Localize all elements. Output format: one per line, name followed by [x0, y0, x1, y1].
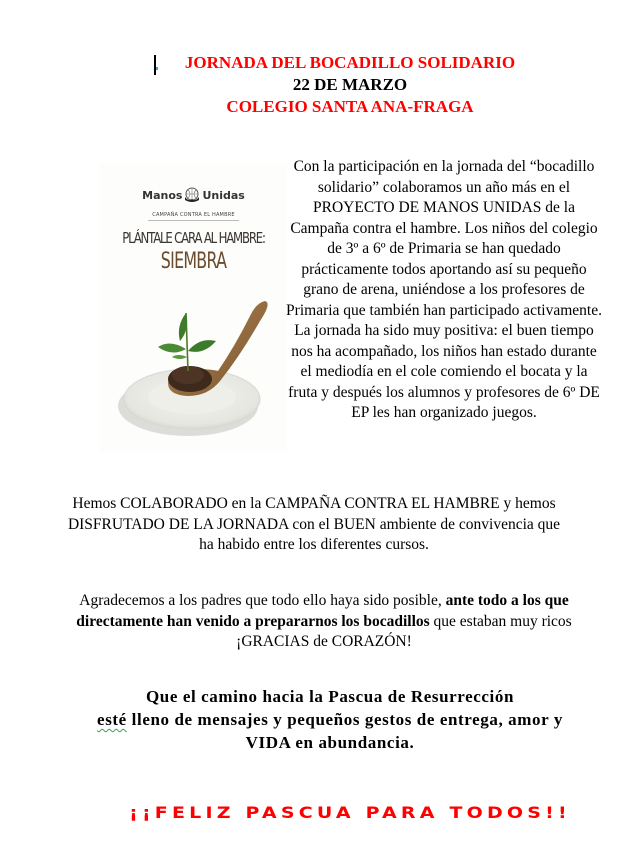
- thanks-text-bold: ante todo a los que directamente han venido a prepararnos los bocadillos: [76, 592, 569, 630]
- plant-spoon-plate-illustration: [100, 291, 287, 451]
- leaf: [179, 313, 187, 341]
- leaf: [172, 355, 187, 359]
- collaboration-paragraph: Hemos COLABORADO en la CAMPAÑA CONTRA EL HAMBRE y hemos DISFRUTADO DE LA JORNADA con el BUEN ambiente de convivencia que ha habido entre los diferentes cursos.: [67, 495, 561, 553]
- globe-hands-icon: [184, 187, 200, 203]
- school-name: COLEGIO SANTA ANA-FRAGA: [226, 97, 474, 116]
- thanks-paragraph: [64, 591, 584, 653]
- event-date: 22 DE MARZO: [292, 75, 408, 94]
- easter-greeting: ¡¡FELIZ PASCUA PARA TODOS!!: [129, 803, 571, 823]
- poster-highlight: SIEMBRA: [160, 249, 227, 274]
- closing-line-3: VIDA en abundancia.: [245, 733, 415, 752]
- spellcheck-flagged-word[interactable]: esté: [97, 710, 127, 729]
- closing-message: [70, 685, 590, 754]
- logo-text-left: Manos: [142, 188, 183, 202]
- thanks-text-after: que estaban muy ricos ¡GRACIAS de CORAZÓN!: [236, 612, 572, 650]
- document-header: [140, 52, 560, 118]
- closing-line-2-rest: lleno de mensajes y pequeños gestos de entrega, amor y: [126, 710, 563, 729]
- closing-line-1: Que el camino hacia la Pascua de Resurrección: [145, 687, 515, 706]
- thanks-text-before: Agradecemos a los padres que todo ello haya sido posible,: [79, 592, 446, 609]
- event-title: JORNADA DEL BOCADILLO SOLIDARIO: [184, 53, 516, 72]
- leaf: [188, 340, 216, 352]
- leaf: [158, 343, 186, 352]
- manos-unidas-logo: [100, 187, 287, 221]
- logo-text-right: Unidas: [202, 188, 245, 202]
- closing-line-2: [70, 708, 590, 731]
- poster-headline: PLÁNTALE CARA AL HAMBRE:: [122, 229, 265, 247]
- intro-text-2: La jornada ha sido muy positiva: el buen tiempo nos ha acompañado, los niños han estado durante el mediodía en el cole comiendo el bocata y la fruta y después los alumnos y profesores de 6º DE EP les han organizado juegos.: [288, 322, 600, 421]
- intro-paragraph: [286, 157, 602, 424]
- campaign-poster-image: [100, 163, 287, 453]
- logo-subtitle: CAMPAÑA CONTRA EL HAMBRE: [148, 212, 239, 221]
- intro-text: Con la participación en la jornada del “bocadillo solidario” colaboramos un año más en el PROYECTO DE MANOS UNIDAS de la Campaña contra el hambre. Los niños del colegio de 3º a 6º de Primaria se han quedado prácticamente todos aportando así su pequeño grano de arena, uniéndose a los profesores de Primaria que también han participado activamente.: [286, 158, 602, 319]
